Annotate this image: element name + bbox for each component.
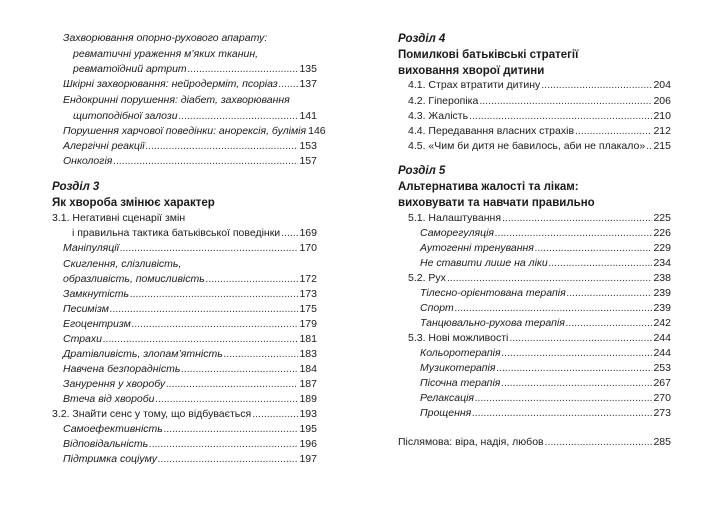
toc-entry: Навчена безпорадність ..... 184 — [63, 363, 317, 376]
toc-section: 5.2. Рух ..... 238 — [408, 272, 671, 285]
toc-section: 4.3. Жалість ..... 210 — [408, 110, 671, 123]
page-number: 239 — [653, 287, 671, 299]
page-number: 170 — [299, 242, 317, 254]
page-number: 153 — [299, 140, 317, 152]
toc-entry: Занурення у хворобу ..... 187 — [63, 378, 317, 391]
toc-entry: Порушення харчової поведінки: анорексія, булімія 146 — [63, 125, 326, 137]
chapter-title: виховання хворої дитини — [398, 65, 545, 77]
page-number: 212 — [653, 125, 671, 137]
toc-entry: Скиглення, слізливість, — [63, 258, 182, 270]
page-number: 141 — [299, 110, 317, 122]
toc-entry: Пісочна терапія ..... 267 — [420, 377, 671, 390]
page-number: 172 — [299, 273, 317, 285]
page-number: 204 — [653, 79, 671, 91]
toc-entry: Не ставити лише на ліки ..... 234 — [420, 257, 671, 270]
toc-entry: Релаксація ..... 270 — [420, 392, 671, 405]
page-number: 193 — [299, 408, 317, 420]
page-number: 195 — [299, 423, 317, 435]
chapter-title: Альтернатива жалості та лікам: — [398, 181, 579, 193]
toc-entry: щитоподібної залози ..... 141 — [73, 110, 317, 123]
chapter-title: виховувати та навчати правильно — [398, 197, 595, 209]
page-number: 197 — [299, 453, 317, 465]
page-number: 173 — [299, 288, 317, 300]
page-number: 253 — [653, 362, 671, 374]
toc-entry: Танцювально-рухова терапія ..... 242 — [420, 317, 671, 330]
page-number: 146 — [308, 125, 326, 137]
chapter-label: Розділ 4 — [398, 33, 446, 45]
page-number: 157 — [299, 155, 317, 167]
chapter-label: Розділ 3 — [52, 181, 100, 193]
toc-entry: Спорт ..... 239 — [420, 302, 671, 315]
page-number: 135 — [299, 63, 317, 75]
toc-entry: Тілесно-орієнтована терапія ..... 239 — [420, 287, 671, 300]
toc-entry: ревматичні ураження м’яких тканин, — [73, 48, 259, 60]
toc-section: 3.2. Знайти сенс у тому, що відбувається ..... 193 — [52, 408, 317, 421]
page-number: 273 — [653, 407, 671, 419]
toc-entry: Песимізм ..... 175 — [63, 303, 317, 316]
page-number: 184 — [299, 363, 317, 375]
page-number: 206 — [653, 95, 671, 107]
page-number: 196 — [299, 438, 317, 450]
toc-entry: Прощення ..... 273 — [420, 407, 671, 420]
toc-section: 4.1. Страх втратити дитину ..... 204 — [408, 79, 671, 92]
page-number: 181 — [299, 333, 317, 345]
toc-section: 4.2. Гіперопіка ..... 206 — [408, 95, 671, 108]
page-number: 169 — [299, 227, 317, 239]
toc-entry: Підтримка соціуму ..... 197 — [63, 453, 317, 466]
page-number: 137 — [299, 78, 317, 90]
toc-entry: Дратівливість, злопам’ятність ..... 183 — [63, 348, 317, 361]
page-number: 183 — [299, 348, 317, 360]
chapter-title: Помилкові батьківські стратегії — [398, 49, 579, 61]
page-number: 210 — [653, 110, 671, 122]
page-number: 215 — [653, 140, 671, 152]
toc-section: і правильна тактика батьківської поведінки ..... 169 — [72, 227, 317, 240]
chapter-title: Як хвороба змінює характер — [52, 197, 215, 209]
toc-entry: Ендокринні порушення: діабет, захворювання — [63, 94, 290, 106]
toc-entry: Замкнутість ..... 173 — [63, 288, 317, 301]
toc-entry: образливість, помисливість ..... 172 — [63, 273, 317, 286]
page-number: 234 — [653, 257, 671, 269]
toc-entry: Захворювання опорно-рухового апарату: — [63, 32, 268, 44]
toc-section: 5.1. Налаштування ..... 225 — [408, 212, 671, 225]
page-number: 285 — [653, 436, 671, 448]
toc-entry: Втеча від хвороби ..... 189 — [63, 393, 317, 406]
page-number: 270 — [653, 392, 671, 404]
toc-afterword: Післямова: віра, надія, любов ..... 285 — [398, 436, 671, 449]
page-number: 189 — [299, 393, 317, 405]
toc-entry: Онкологія ..... 157 — [63, 155, 317, 168]
toc-entry: Аутогенні тренування ..... 229 — [420, 242, 671, 255]
page-number: 225 — [653, 212, 671, 224]
toc-section: 5.3. Нові можливості ..... 244 — [408, 332, 671, 345]
page-number: 267 — [653, 377, 671, 389]
page-number: 175 — [299, 303, 317, 315]
page-number: 187 — [299, 378, 317, 390]
toc-entry: Маніпуляції ..... 170 — [63, 242, 317, 255]
chapter-label: Розділ 5 — [398, 165, 446, 177]
page-number: 239 — [653, 302, 671, 314]
page-number: 238 — [653, 272, 671, 284]
page-number: 229 — [653, 242, 671, 254]
toc-entry: ревматоїдний артрит ..... 135 — [73, 63, 317, 76]
page-number: 226 — [653, 227, 671, 239]
page-number: 242 — [653, 317, 671, 329]
toc-entry: Алергічні реакції ..... 153 — [63, 140, 317, 153]
toc-entry: Відповідальність ..... 196 — [63, 438, 317, 451]
toc-entry: Музикотерапія ..... 253 — [420, 362, 671, 375]
page-number: 244 — [653, 347, 671, 359]
toc-entry: Самоефективність ..... 195 — [63, 423, 317, 436]
toc-section: 4.5. «Чим би дитя не бавилось, аби не плакало» ..... 215 — [408, 140, 671, 153]
toc-entry: Егоцентризм ..... 179 — [63, 318, 317, 331]
page-number: 244 — [653, 332, 671, 344]
toc-section: 3.1. Негативні сценарії змін — [52, 212, 186, 224]
page-number: 179 — [299, 318, 317, 330]
toc-entry: Шкірні захворювання: нейродерміт, псоріаз ..... 137 — [63, 78, 317, 91]
toc-entry: Саморегуляція ..... 226 — [420, 227, 671, 240]
toc-entry: Страхи ..... 181 — [63, 333, 317, 346]
toc-section: 4.4. Передавання власних страхів ..... 212 — [408, 125, 671, 138]
toc-entry: Кольоротерапія ..... 244 — [420, 347, 671, 360]
